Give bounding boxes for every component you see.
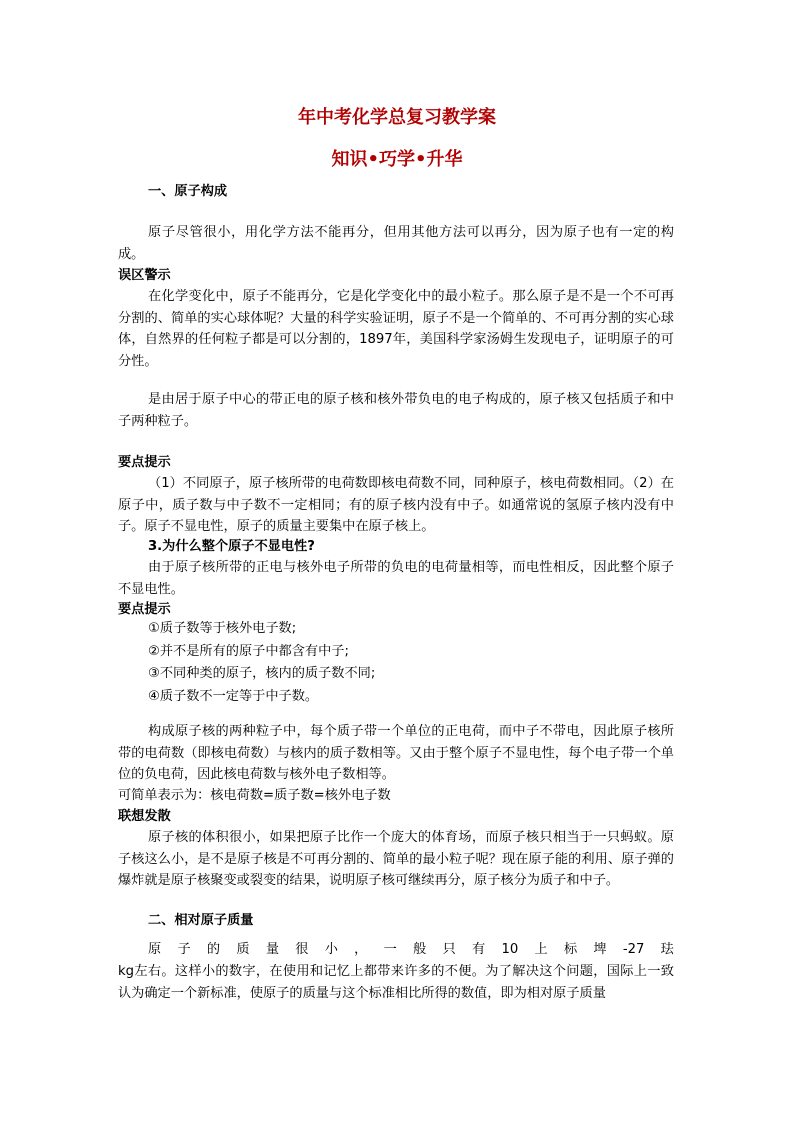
paragraph-mass-first-line bbox=[148, 939, 674, 961]
paragraph-nuclear-charge: 构成原子核的两种粒子中，每个质子带一个单位的正电荷，而中子不带电，因此原子核所带的电荷数（即核电荷数）与核内的质子数相等。又由于整个原子不显电性，每个电子带一个单位的负电荷，因此核电荷数与核外电子数相等。 bbox=[118, 724, 674, 782]
label-keypoints-1: 要点提示 bbox=[118, 455, 171, 470]
mass-token: 一 bbox=[383, 942, 397, 957]
mass-token: 上 bbox=[534, 942, 548, 957]
paragraph-atom-composition: 是由居于原子中心的带正电的原子核和核外带负电的电子构成的，原子核又包括质子和中子两种粒子。 bbox=[118, 392, 674, 429]
label-misconception: 误区警示 bbox=[118, 268, 171, 283]
mass-token: 般 bbox=[413, 942, 427, 957]
question-3: 3.为什么整个原子不显电性? bbox=[148, 539, 315, 554]
paragraph-neutral-atom: 由于原子核所带的正电与核外电子所带的负电的电荷量相等，而电性相反，因此整个原子不显电性。 bbox=[118, 560, 674, 597]
section-heading-atom-structure: 一、原子构成 bbox=[148, 184, 228, 199]
mass-token: 珐 bbox=[660, 942, 674, 957]
mass-token: 只 bbox=[442, 942, 456, 957]
list-item: ③不同种类的原子，核内的质子数不同; bbox=[148, 666, 376, 681]
paragraph-mass-rest: kg左右。这样小的数字，在使用和记忆上都带来许多的不便。为了解决这个问题，国际上一致认为确定一个新标准，使原子的质量与这个标准相比所得的数值，即为相对原子质量 bbox=[118, 964, 674, 1001]
document-title: 年中考化学总复习教学案 bbox=[298, 107, 496, 128]
paragraph-keypoints-1: （1）不同原子，原子核所带的电荷数即核电荷数不同，同种原子，核电荷数相同。（2）在原子中，质子数与中子数不一定相同；有的原子核内没有中子。如通常说的氢原子核内没有中子。原子不显电性，原子的质量主要集中在原子核上。 bbox=[118, 476, 674, 534]
label-association: 联想发散 bbox=[118, 809, 171, 824]
mass-token: 量 bbox=[265, 942, 279, 957]
mass-token: 质 bbox=[236, 942, 250, 957]
list-item: ④质子数不一定等于中子数。 bbox=[148, 688, 319, 704]
mass-token: 有 bbox=[471, 942, 486, 957]
formula-line: 可简单表示为：核电荷数=质子数=核外电子数 bbox=[118, 788, 391, 803]
mass-token: ， bbox=[354, 942, 368, 957]
mass-token: 小 bbox=[324, 942, 338, 957]
paragraph-atom-divisible: 原子尽管很小，用化学方法不能再分，但用其他方法可以再分，因为原子也有一定的构成。 bbox=[118, 225, 674, 262]
list-item: ①质子数等于核外电子数; bbox=[148, 621, 297, 636]
mass-token: 原 bbox=[148, 942, 162, 957]
section-heading-relative-atomic-mass: 二、相对原子质量 bbox=[148, 913, 254, 928]
document-subtitle: 知识•巧学•升华 bbox=[331, 149, 463, 170]
keypoints-list bbox=[148, 618, 375, 708]
mass-token: -27 bbox=[622, 942, 645, 957]
mass-token: 的 bbox=[206, 942, 221, 957]
list-item: ②并不是所有的原子中都含有中子; bbox=[148, 643, 349, 659]
paragraph-nucleus-size: 原子核的体积很小，如果把原子比作一个庞大的体育场，而原子核只相当于一只蚂蚁。原子核这么小，是不是原子核是不可再分割的、简单的最小粒子呢？现在原子能的利用、原子弹的爆炸就是原子核聚变或裂变的结果，说明原子核可继续再分，原子核分为质子和中子。 bbox=[118, 830, 674, 888]
mass-token: 标 bbox=[563, 942, 578, 957]
mass-token: 10 bbox=[501, 942, 519, 957]
mass-token: 埤 bbox=[593, 942, 607, 957]
label-keypoints-2: 要点提示 bbox=[118, 602, 171, 617]
mass-token: 子 bbox=[177, 942, 191, 957]
mass-token: 很 bbox=[295, 942, 309, 957]
paragraph-misconception: 在化学变化中，原子不能再分，它是化学变化中的最小粒子。那么原子是不是一个不可再分割的、简单的实心球体呢？大量的科学实验证明，原子不是一个简单的、不可再分割的实心球体，自然界的任何粒子都是可以分割的，1897年，美国科学家汤姆生发现电子，证明原子的可分性。 bbox=[118, 289, 674, 369]
